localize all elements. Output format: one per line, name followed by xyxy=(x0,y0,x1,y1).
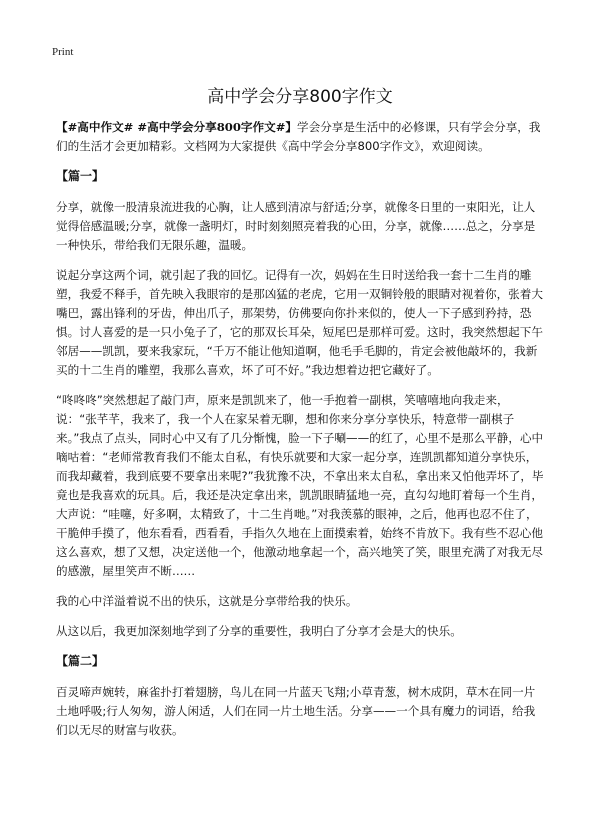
print-link[interactable]: Print xyxy=(52,46,74,58)
paragraph: 说起分享这两个词，就引起了我的回忆。记得有一次，妈妈在生日时送给我一套十二生肖的雕塑，我爱不释手，首先映入我眼帘的是那凶猛的老虎，它用一双铜铃般的眼睛对视着你，张着大嘴巴，露出锋利的牙齿，伸出爪子，那架势，仿佛要向你扑来似的，使人一下子感到矜持，恐惧。讨人喜爱的是一只小兔子了，它的那双长耳朵，短尾巴是那样可爱。这时，我突然想起下午邻居——凯凯，要来我家玩，“千万不能让他知道啊，他毛手毛脚的，肯定会被他敲坏的，我新买的十二生肖的雕塑，我那么喜欢，坏了可不好。”我边想着边把它藏好了。 xyxy=(56,268,543,377)
section-heading: 【篇一】 xyxy=(56,169,105,183)
paragraph: 分享，就像一股清泉流进我的心胸，让人感到清凉与舒适;分享，就像冬日里的一束阳光，让人觉得倍感温暖;分享，就像一盏明灯，时时刻刻照亮着我的心田，分享，就像……总之，分享是一种快乐，带给我们无限乐趣，温暖。 xyxy=(56,200,536,252)
paragraph: 从这以后，我更加深刻地学到了分享的重要性，我明白了分享才会是大的快乐。 xyxy=(56,624,462,638)
article-body xyxy=(56,118,544,751)
paragraph: 百灵啼声婉转，麻雀扑打着翅膀，鸟儿在同一片蓝天飞翔;小草青葱，树木成阴，草木在同一片土地呼吸;行人匆匆，游人闲适，人们在同一片土地生活。分享——一个具有魔力的词语，给我们以无尽的财富与收获。 xyxy=(56,685,536,737)
paragraph: “咚咚咚”突然想起了敲门声，原来是凯凯来了，他一手抱着一副棋，笑嘻嘻地向我走来，说：“张芊芊，我来了，我一个人在家呆着无聊，想和你来分享分享快乐，特意带一副棋子来。”我点了点头，同时心中又有了几分惭愧，脸一下子唰——的红了，心里不是那么平静，心中嘀咕着：“老师常教育我们不能太自私，有快乐就要和大家一起分享，连凯凯都知道分享快乐，而我却藏着，我到底要不要拿出来呢?”我犹豫不决，不拿出来太自私，拿出来又怕他弄坏了，毕竟也是我喜欢的玩具。后，我还是决定拿出来，凯凯眼睛猛地一亮，直勾勾地盯着每一个生肖，大声说：“哇噻，好多啊，太精致了，十二生肖哋。”对我羡慕的眼神，之后，他再也忍不住了，干脆伸手摸了，他东看看，西看看，手指久久地在上面摸索着，始终不肯放下。我有些不忍心他这么喜欢，想了又想，决定送他一个，他激动地拿起一个，高兴地笑了笑，眼里充满了对我无尽的感激，屋里笑声不断…… xyxy=(56,393,544,578)
page-title: 高中学会分享800字作文 xyxy=(207,87,393,107)
intro-text: 学会分享是生活中的必修课，只有学会分享，我们的生活才会更加精彩。文档网为大家提供《高中学会分享800字作文》，欢迎阅读。 xyxy=(56,120,541,153)
section-heading: 【篇二】 xyxy=(56,654,105,668)
paragraph: 我的心中洋溢着说不出的快乐，这就是分享带给我的快乐。 xyxy=(56,594,358,608)
intro-paragraph xyxy=(56,118,544,156)
intro-tag: 【#高中作文# #高中学会分享800字作文#】 xyxy=(56,120,298,134)
